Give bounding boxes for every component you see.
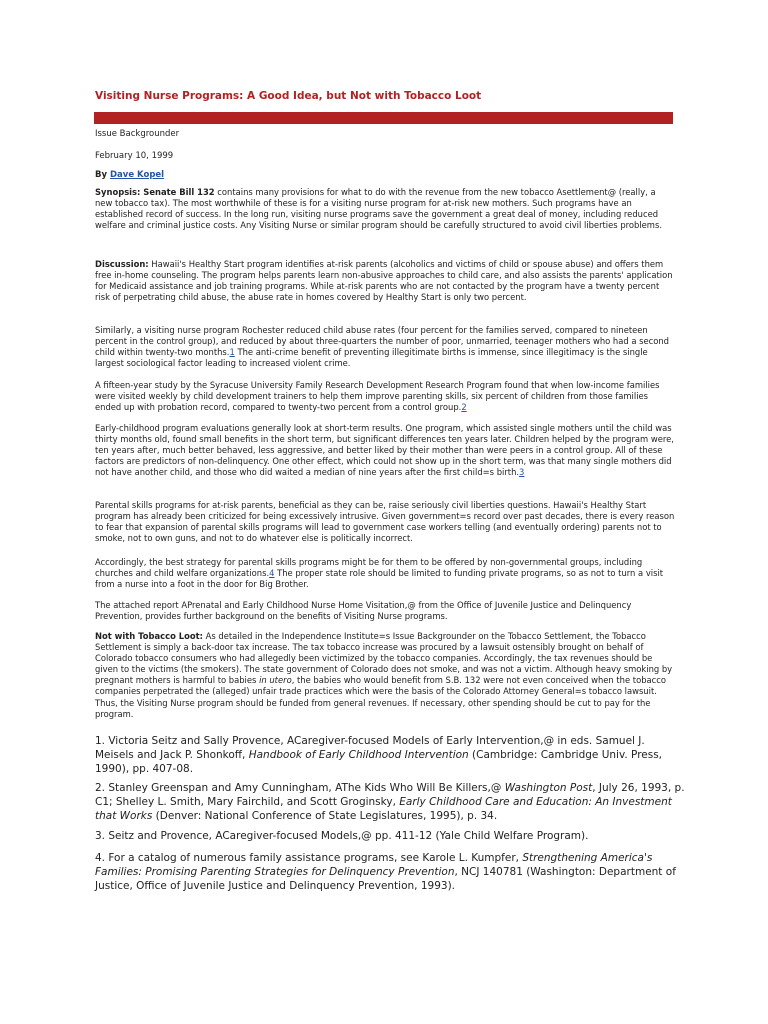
early-childhood-paragraph — [95, 423, 675, 478]
discussion-paragraph — [95, 259, 675, 303]
footnote-3: 3. Seitz and Provence, ACaregiver-focused Models,@ pp. 411-12 (Yale Child Welfare Program). — [95, 830, 589, 842]
author-link[interactable]: Dave Kopel — [110, 170, 165, 180]
footnote-ref-1[interactable]: 1 — [229, 347, 235, 358]
tobacco-text: As detailed in the Independence Institute=s Issue Backgrounder on the Tobacco Settlement, the Tobacco Settlement is simply a back-door tax increase. The tax tobacco increase was procured by a lawsuit ostensibly brought on behalf of Colorado tobacco consumers who had allegedly been victimized by the tobacco companies. Accordingly, the tax revenues should be given to the victims (the smokers). The state government of Colorado does not smoke, and was not a victim. Although heavy smoking by pregnant mothers is harmful to babies — [95, 631, 673, 686]
syracuse-text: A fifteen-year study by the Syracuse University Family Research Development Research Program found that when low-income families were visited weekly by child development trainers to help them improve parenting skills, six percent of children from those families ended up with probation record, compared to twenty-two percent from a control group. — [95, 380, 660, 413]
attached-report-paragraph: The attached report APrenatal and Early Childhood Nurse Home Visitation,@ from the Office of Juvenile Justice and Delinquency Prevention, provides further background on the benefits of Visiting Nurse programs. — [95, 600, 632, 622]
footnote-2-text-cont: , July 26, 1993, p. C1; Shelley L. Smith, Mary Fairchild, and Scott Groginsky, — [95, 782, 685, 808]
tobacco-paragraph — [95, 631, 675, 720]
page-title: Visiting Nurse Programs: A Good Idea, but Not with Tobacco Loot — [95, 90, 482, 102]
footnote-ref-4[interactable]: 4 — [269, 568, 275, 579]
syracuse-paragraph — [95, 380, 675, 413]
tobacco-text-italic: in utero — [259, 675, 292, 686]
accordingly-text: Accordingly, the best strategy for parental skills programs might be for them to be offered by non-governmental groups, including churches and child welfare organizations. — [95, 557, 643, 579]
footnote-2-title-1: Washington Post — [504, 782, 593, 794]
discussion-lead: Discussion: — [95, 259, 149, 269]
accordingly-paragraph — [95, 557, 675, 590]
byline-prefix: By — [95, 170, 108, 180]
footnote-2-text: 2. Stanley Greenspan and Amy Cunningham, AThe Kids Who Will Be Killers,@ — [95, 782, 505, 794]
early-childhood-text: Early-childhood program evaluations generally look at short-term results. One program, which assisted single mothers until the child was thirty months old, found small benefits in the short term, but significant differences ten years later. Children helped by the program were, ten years after, much better behaved, less aggressive, and better liked by their mother than were peers in a control group. All of these factors are predictors of non-delinquency. One other effect, which could not show up in the short term, was that many single mothers did not have another child, and those who did waited a median of nine years after the first child=s birth. — [95, 423, 674, 478]
similarly-text-cont: The anti-crime benefit of preventing illegitimate births is immense, since illegitimacy is the single largest sociological factor leading to increased violent crime. — [95, 347, 648, 369]
tobacco-lead: Not with Tobacco Loot: — [95, 631, 203, 641]
parental-skills-paragraph: Parental skills programs for at-risk parents, beneficial as they can be, raise seriously civil liberties questions. Hawaii's Healthy Start program has already been criticized for being excessively intrusive. Given government=s record over past decades, there is every reason to fear that expansion of parental skills programs will lead to government case workers telling (and eventually ordering) parents not to smoke, not to own guns, and not to do whatever else is politically incorrect. — [95, 500, 675, 544]
title-rule — [94, 112, 673, 124]
doc-date: February 10, 1999 — [95, 151, 174, 161]
doc-type: Issue Backgrounder — [95, 129, 180, 139]
byline — [95, 169, 675, 181]
footnote-4-title: Strengthening America's Families: Promising Parenting Strategies for Delinquency Prevention — [95, 852, 653, 878]
footnote-1 — [95, 734, 685, 776]
footnote-1-title: Handbook of Early Childhood Intervention — [248, 749, 469, 761]
footnote-4-text: 4. For a catalog of numerous family assistance programs, see Karole L. Kumpfer, — [95, 852, 523, 864]
footnote-1-text-cont: (Cambridge: Cambridge Univ. Press, 1990), pp. 407-08. — [95, 749, 663, 775]
accordingly-text-cont: The proper state role should be limited to funding private programs, so as not to turn a visit from a nurse into a foot in the door for Big Brother. — [95, 568, 664, 590]
footnote-4 — [95, 851, 685, 893]
discussion-text: Hawaii's Healthy Start program identifies at-risk parents (alcoholics and victims of child or spouse abuse) and offers them free in-home counseling. The program helps parents learn non-abusive approaches to child care, and also assists the parents' application for Medicaid assistance and job training programs. While at-risk parents who are not contacted by the program have a twenty percent risk of perpetrating child abuse, the abuse rate in homes covered by Healthy Start is only two percent. — [95, 259, 673, 303]
footnote-1-text: 1. Victoria Seitz and Sally Provence, ACaregiver-focused Models of Early Intervention,@ in eds. Samuel J. Meisels and Jack P. Shonkoff, — [95, 735, 645, 761]
footnote-2-text-end: (Denver: National Conference of State Legislatures, 1995), p. 34. — [152, 810, 498, 822]
footnote-ref-3[interactable]: 3 — [519, 467, 525, 478]
footnote-2 — [95, 781, 685, 823]
similarly-text: Similarly, a visiting nurse program Rochester reduced child abuse rates (four percent for the families served, compared to nineteen percent in the control group), and reduced by about three-quarters the number of poor, unmarried, teenager mothers who had a second child within twenty-two months. — [95, 325, 669, 358]
synopsis-paragraph — [95, 187, 675, 231]
footnote-4-text-cont: , NCJ 140781 (Washington: Department of Justice, Office of Juvenile Justice and Delinquency Prevention, 1993). — [95, 866, 676, 892]
tobacco-text-cont: , the babies who would benefit from S.B. 132 were not even conceived when the tobacco companies perpetrated the (alleged) unfair trade practices which were the basis of the Colorado Attorney General=s tobacco lawsuit. Thus, the Visiting Nurse program should be funded from general revenues. If necessary, other spending should be cut to pay for the program. — [95, 675, 666, 719]
footnote-ref-2[interactable]: 2 — [461, 402, 467, 413]
footnote-2-title-2: Early Childhood Care and Education: An Investment that Works — [95, 796, 672, 822]
synopsis-lead: Synopsis: Senate Bill 132 — [95, 187, 215, 197]
synopsis-text: contains many provisions for what to do with the revenue from the new tobacco Asettlement@ (really, a new tobacco tax). The most worthwhile of these is for a visiting nurse program for at-risk new mothers. Such programs have an established record of success. In the long run, visiting nurse programs save the government a great deal of money, including reduced welfare and criminal justice costs. Any Visiting Nurse or similar program should be carefully structured to avoid civil liberties problems. — [95, 187, 662, 231]
similarly-paragraph — [95, 325, 675, 369]
